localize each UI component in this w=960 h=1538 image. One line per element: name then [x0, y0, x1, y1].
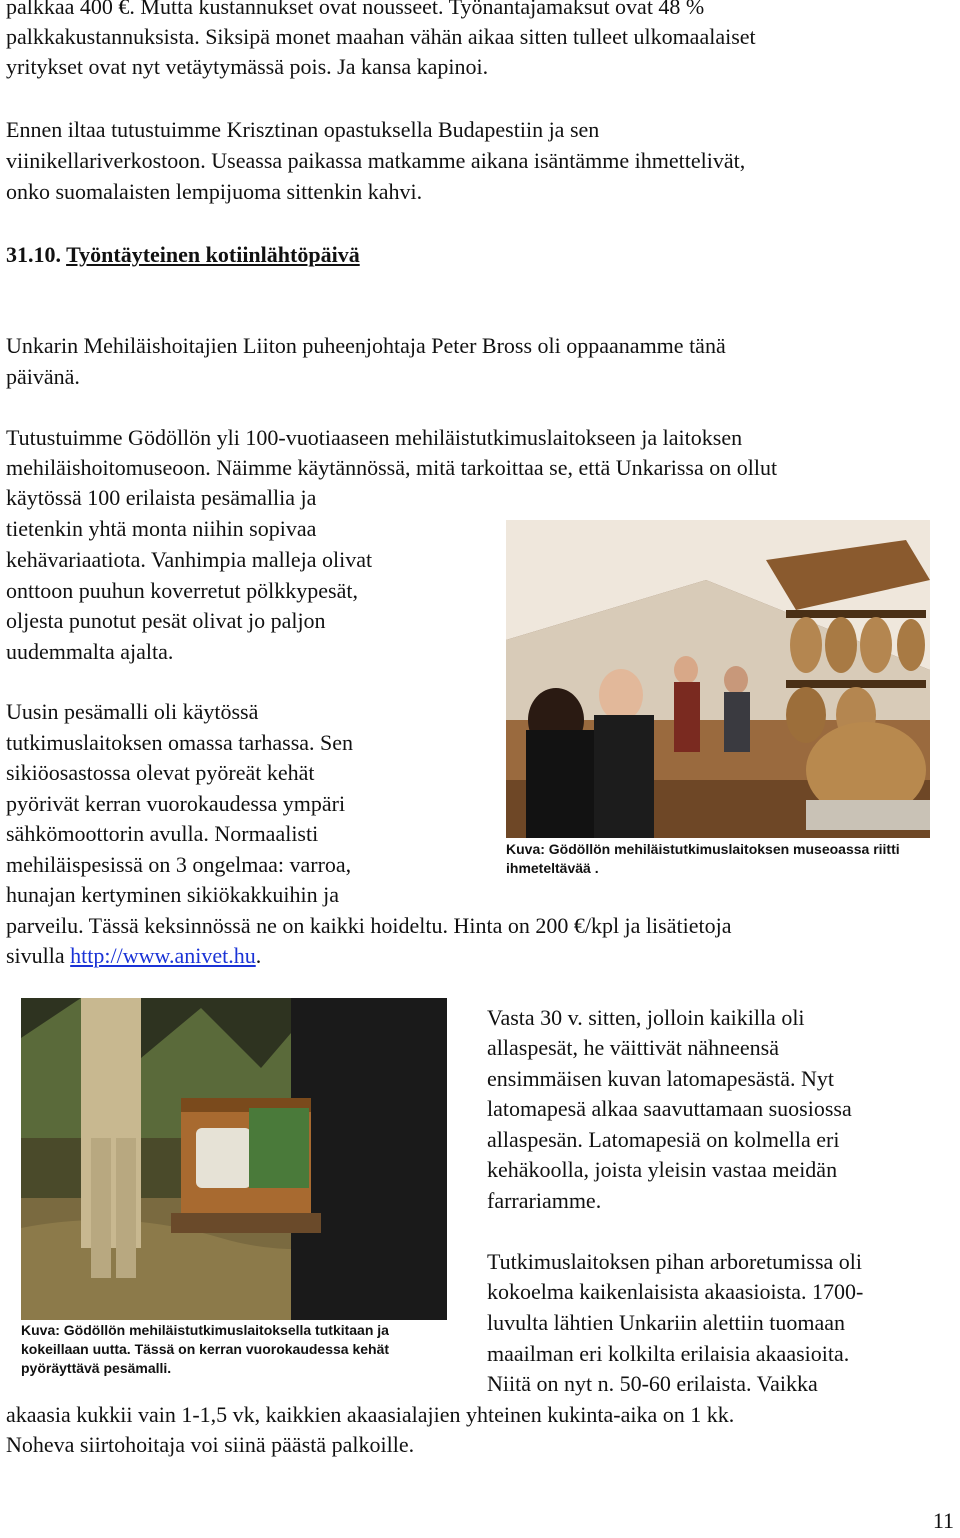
bee-museum-photo	[506, 520, 930, 838]
vasta-line-5: allaspesän. Latomapesiä on kolmella eri	[487, 1127, 840, 1152]
budapest-line-3: onko suomalaisten lempijuoma sittenkin kahvi.	[6, 179, 423, 204]
newest-line-2: tutkimuslaitoksen omassa tarhassa. Sen	[6, 730, 354, 755]
rotating-hive-illustration	[21, 998, 447, 1320]
museum-line-3: käytössä 100 erilaista pesämallia ja	[6, 485, 317, 510]
museum-line-5: kehävariaatiota. Vanhimpia malleja olivat	[6, 547, 373, 572]
intro-line-2: palkkakustannuksista. Siksipä monet maahan vähän aikaa sitten tulleet ulkomaalaiset	[6, 24, 756, 49]
heading-title: Työntäyteinen kotiinlähtöpäivä	[66, 242, 360, 267]
vasta-line-7: farrariamme.	[487, 1188, 602, 1213]
hive-photo-caption	[21, 1321, 389, 1378]
hive-caption-line-2: kokeillaan uutta. Tässä on kerran vuorokaudessa kehät	[21, 1341, 390, 1357]
page-number: 11	[932, 1508, 954, 1533]
section-heading	[6, 240, 360, 270]
acacia-line-2: kokoelma kaikenlaisista akaasioista. 1700-	[487, 1279, 864, 1304]
museum-photo-caption	[506, 840, 900, 878]
museum-line-2: mehiläishoitomuseoon. Näimme käytännössä, mitä tarkoittaa se, että Unkarissa on ollut	[6, 455, 778, 480]
newest-line-8: parveilu. Tässä keksinnössä ne on kaikki hoideltu. Hinta on 200 €/kpl ja lisätietoja	[6, 913, 732, 938]
newest-line-5: sähkömoottorin avulla. Normaalisti	[6, 821, 319, 846]
acacia-line-5: Niitä on nyt n. 50-60 erilaista. Vaikka	[487, 1371, 818, 1396]
museum-line-6: onttoon puuhun koverretut pölkkypesät,	[6, 578, 358, 603]
vasta-line-1: Vasta 30 v. sitten, jolloin kaikilla oli	[487, 1005, 805, 1030]
intro-line-3: yritykset ovat nyt vetäytymässä pois. Ja kansa kapinoi.	[6, 54, 489, 79]
museum-line-4: tietenkin yhtä monta niihin sopivaa	[6, 516, 317, 541]
museum-line-7: oljesta punotut pesät olivat jo paljon	[6, 608, 326, 633]
hive-caption-line-3: pyöräyttävä pesämalli.	[21, 1360, 172, 1376]
museum-caption-line-1: Kuva: Gödöllön mehiläistutkimuslaitoksen museoassa riitti	[506, 841, 900, 857]
vasta-line-3: ensimmäisen kuvan latomapesästä. Nyt	[487, 1066, 835, 1091]
vasta-line-6: kehäkoolla, joista yleisin vastaa meidän	[487, 1157, 838, 1182]
anivet-link[interactable]: http://www.anivet.hu	[70, 943, 256, 968]
newest-line-1: Uusin pesämalli oli käytössä	[6, 699, 259, 724]
museum-line-1: Tutustuimme Gödöllön yli 100-vuotiaaseen mehiläistutkimuslaitokseen ja laitoksen	[6, 425, 743, 450]
acacia-line-4: maailman eri kolkilta erilaisia akaasioita.	[487, 1341, 850, 1366]
budapest-line-2: viinikellariverkostoon. Useassa paikassa matkamme aikana isäntämme ihmettelivät,	[6, 148, 746, 173]
link-suffix: .	[255, 943, 262, 968]
museum-caption-line-2: ihmeteltävää .	[506, 860, 599, 876]
guide-line-1: Unkarin Mehiläishoitajien Liiton puheenjohtaja Peter Bross oli oppaanamme tänä	[6, 333, 726, 358]
newest-line-4: pyörivät kerran vuorokaudessa ympäri	[6, 791, 346, 816]
budapest-line-1: Ennen iltaa tutustuimme Krisztinan opastuksella Budapestiin ja sen	[6, 117, 600, 142]
bee-museum-illustration	[506, 520, 930, 838]
newest-line-6: mehiläispesissä on 3 ongelmaa: varroa,	[6, 852, 352, 877]
link-line	[6, 941, 261, 971]
guide-line-2: päivänä.	[6, 364, 80, 389]
acacia-line-6: akaasia kukkii vain 1-1,5 vk, kaikkien akaasialajien yhteinen kukinta-aika on 1 kk.	[6, 1402, 735, 1427]
acacia-line-1: Tutkimuslaitoksen pihan arboretumissa oli	[487, 1249, 862, 1274]
acacia-line-3: luvulta lähtien Unkariin alettiin tuomaan	[487, 1310, 846, 1335]
rotating-hive-photo	[21, 998, 447, 1320]
hive-caption-line-1: Kuva: Gödöllön mehiläistutkimuslaitoksella tutkitaan ja	[21, 1322, 389, 1338]
vasta-line-4: latomapesä alkaa saavuttamaan suosiossa	[487, 1096, 852, 1121]
heading-date: 31.10.	[6, 242, 61, 267]
newest-line-7: hunajan kertyminen sikiökakkuihin ja	[6, 882, 339, 907]
newest-line-3: sikiöosastossa olevat pyöreät kehät	[6, 760, 315, 785]
vasta-line-2: allaspesät, he väittivät nähneensä	[487, 1035, 779, 1060]
acacia-line-7: Noheva siirtohoitaja voi siinä päästä palkoille.	[6, 1432, 415, 1457]
museum-line-8: uudemmalta ajalta.	[6, 639, 174, 664]
intro-line-1: palkkaa 400 €. Mutta kustannukset ovat nousseet. Työnantajamaksut ovat 48 %	[6, 0, 705, 19]
link-prefix: sivulla	[6, 943, 71, 968]
